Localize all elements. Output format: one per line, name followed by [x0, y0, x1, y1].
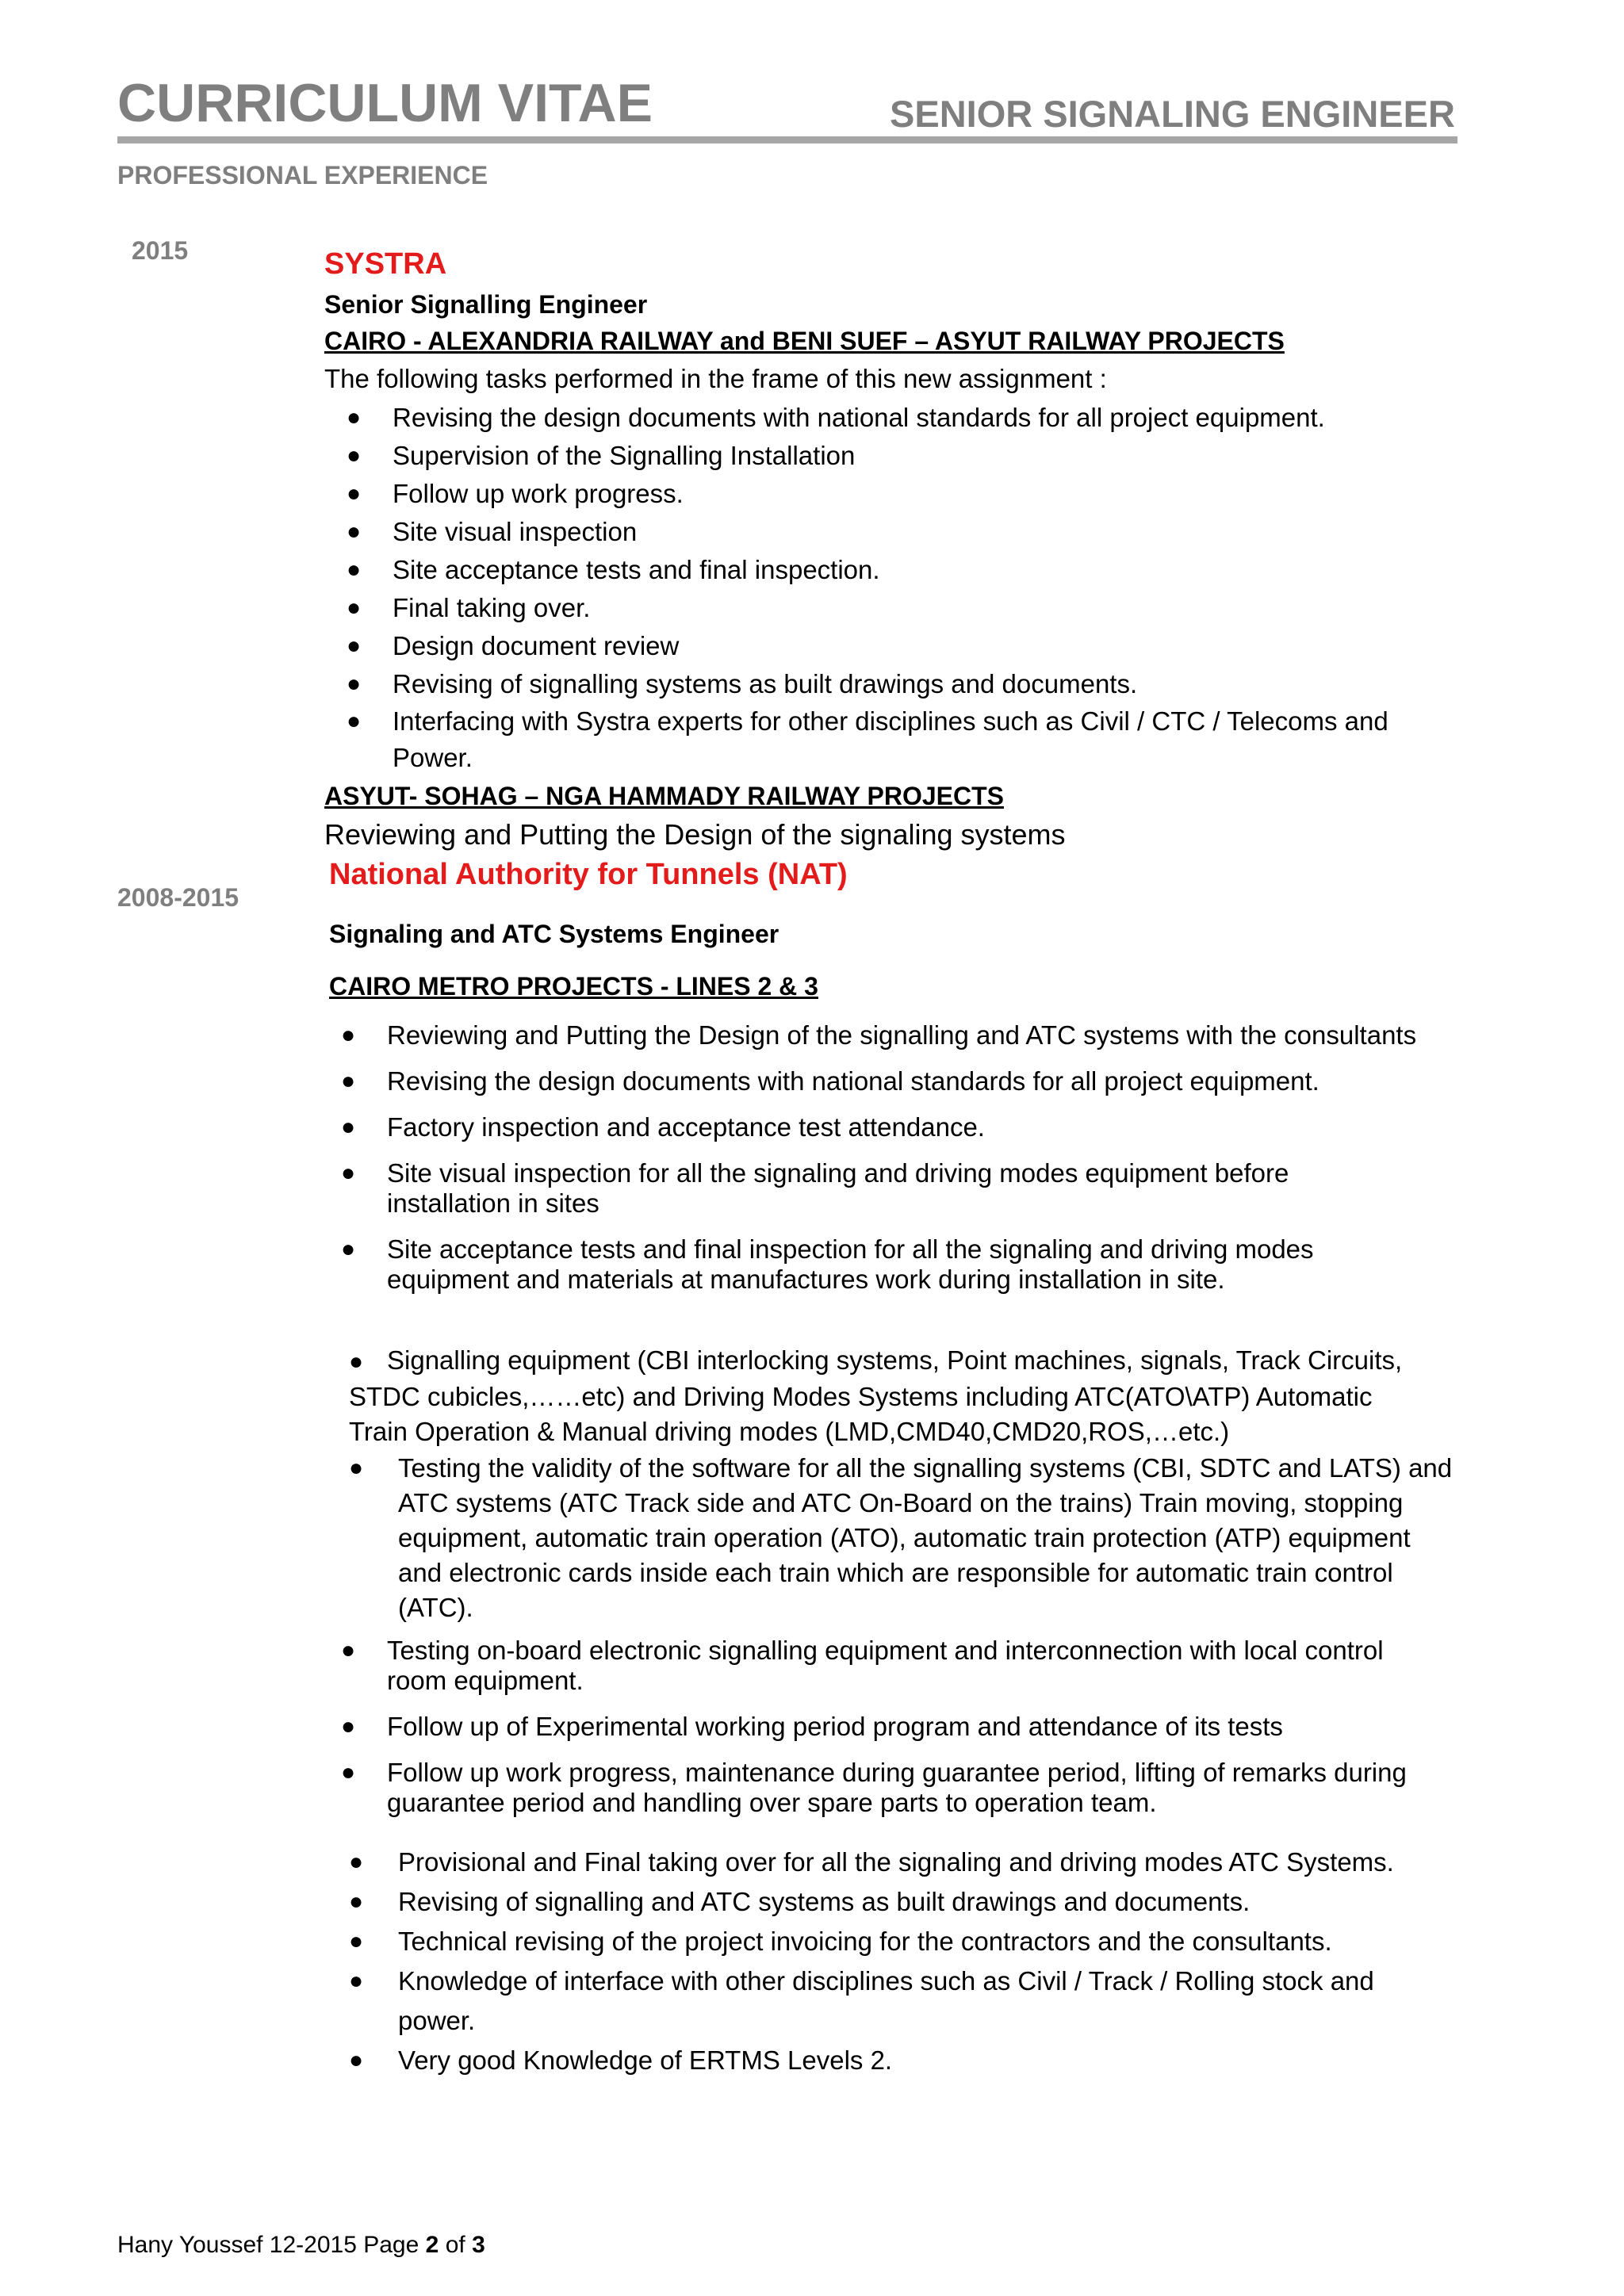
list-item: ● Supervision of the Signalling Installation — [393, 437, 1423, 475]
list-item: ● Site visual inspection for all the signaling and driving modes equipment before installation in sites — [341, 1158, 1289, 1218]
equipment-paragraph: ● Signalling equipment (CBI interlocking systems, Point machines, signals, Track Circuits, STDC cubicles,……etc) and Driving Modes Systems including ATC(ATO\ATP) Automatic Train Operation & Manual driving modes (LMD,CMD40,CMD20,ROS,…etc.) — [349, 1345, 1403, 1446]
list-item: ● Provisional and Final taking over for all the signaling and driving modes ATC Systems. — [398, 1843, 1453, 1882]
list-item: ● Site acceptance tests and final inspection for all the signaling and driving modes equipment and materials at manufactures work during installation in site. — [341, 1234, 1314, 1294]
list-item: ● Knowledge of interface with other disciplines such as Civil / Track / Rolling stock and power. — [398, 1961, 1429, 2041]
list-item: ● Very good Knowledge of ERTMS Levels 2. — [398, 2041, 1453, 2080]
job2-company: National Authority for Tunnels (NAT) — [329, 858, 848, 891]
list-item: ● Revising of signalling and ATC systems as built drawings and documents. — [398, 1882, 1453, 1922]
job1-project: CAIRO - ALEXANDRIA RAILWAY and BENI SUEF – ASYUT RAILWAY PROJECTS — [324, 327, 1285, 355]
list-item: ● Final taking over. — [393, 589, 1423, 627]
section-title: PROFESSIONAL EXPERIENCE — [117, 161, 488, 189]
bullet-icon: ● — [349, 1455, 364, 1481]
job2-testing-list — [349, 1451, 1453, 1625]
bullet-icon: ● — [349, 1849, 364, 1875]
bullet-icon: ● — [347, 404, 362, 430]
page-footer — [117, 2232, 485, 2259]
bullet-icon: ● — [347, 442, 362, 469]
job1-intro: The following tasks performed in the frame of this new assignment : — [324, 364, 1107, 393]
bullet-icon: ● — [341, 1022, 356, 1048]
list-item: ● Design document review — [393, 627, 1423, 665]
bullet-icon: ● — [347, 519, 362, 545]
bullet-icon: ● — [347, 480, 362, 507]
list-item: ● Revising of signalling systems as built drawings and documents. — [393, 665, 1423, 703]
bullet-icon: ● — [349, 2047, 364, 2073]
total-pages: 3 — [472, 2232, 485, 2258]
bullet-icon: ● — [341, 1236, 356, 1262]
bullet-icon: ● — [347, 671, 362, 697]
bullet-icon: ● — [341, 1637, 356, 1663]
job1-company: SYSTRA — [324, 247, 447, 281]
job2-project: CAIRO METRO PROJECTS - LINES 2 & 3 — [329, 972, 818, 1001]
job1-task-list — [347, 399, 1423, 776]
job1-project2-text: Reviewing and Putting the Design of the signaling systems — [324, 818, 1066, 851]
list-item: ● Follow up work progress, maintenance during guarantee period, lifting of remarks during guarantee period and handling over spare parts to operation team. — [341, 1758, 1407, 1817]
job2-role: Signaling and ATC Systems Engineer — [329, 920, 779, 948]
footer-text: Hany Youssef 12-2015 Page — [117, 2232, 419, 2258]
bullet-icon: ● — [349, 1349, 364, 1375]
job2-task-list-2 — [341, 1636, 1418, 1818]
list-item: ● Technical revising of the project invoicing for the contractors and the consultants. — [398, 1922, 1453, 1961]
bullet-icon: ● — [349, 1928, 364, 1954]
list-item: ● Revising the design documents with national standards for all project equipment. — [341, 1066, 1320, 1096]
bullet-icon: ● — [341, 1759, 356, 1785]
job2-task-list — [341, 1020, 1450, 1295]
list-item: ● Testing on-board electronic signalling equipment and interconnection with local control room equipment. — [341, 1636, 1384, 1695]
bullet-icon: ● — [349, 1888, 364, 1915]
job2-year: 2008-2015 — [117, 883, 239, 912]
bullet-icon: ● — [349, 1968, 364, 1994]
footer-of: of — [445, 2232, 465, 2258]
bullet-icon: ● — [347, 557, 362, 583]
list-item: ● Reviewing and Putting the Design of the signalling and ATC systems with the consultants — [341, 1020, 1417, 1050]
bullet-icon: ● — [341, 1160, 356, 1186]
list-item: ● Revising the design documents with national standards for all project equipment. — [393, 399, 1423, 437]
list-item: ● Site acceptance tests and final inspection. — [393, 551, 1423, 589]
bullet-icon: ● — [341, 1114, 356, 1140]
bullet-icon: ● — [347, 708, 362, 734]
job-title: SENIOR SIGNALING ENGINEER — [890, 93, 1455, 135]
bullet-icon: ● — [341, 1068, 356, 1094]
job1-project2: ASYUT- SOHAG – NGA HAMMADY RAILWAY PROJECTS — [324, 782, 1005, 810]
bullet-icon: ● — [347, 633, 362, 659]
job1-role: Senior Signalling Engineer — [324, 290, 648, 319]
list-item: ● Interfacing with Systra experts for other disciplines such as Civil / CTC / Telecoms and Power. — [393, 703, 1423, 776]
list-item: ● Factory inspection and acceptance test attendance. — [341, 1112, 985, 1142]
bullet-icon: ● — [341, 1713, 356, 1739]
list-item: ● Follow up work progress. — [393, 475, 1423, 513]
bullet-icon: ● — [347, 595, 362, 621]
job2-task-list-3 — [349, 1843, 1453, 2080]
list-item: ● Site visual inspection — [393, 513, 1423, 551]
header-divider — [117, 136, 1457, 144]
list-item: ● Testing the validity of the software for all the signalling systems (CBI, SDTC and LATS) and ATC systems (ATC Track side and ATC On-Board on the trains) Train moving, stopping equipment, automatic train operation (ATO), automatic train protection (ATP) equipment and electronic cards inside each train which are responsible for automatic train control (ATC). — [398, 1451, 1453, 1625]
job1-year: 2015 — [132, 236, 189, 265]
cv-title: CURRICULUM VITAE — [117, 73, 653, 133]
current-page: 2 — [425, 2232, 439, 2258]
list-item: ● Follow up of Experimental working period program and attendance of its tests — [341, 1712, 1283, 1741]
